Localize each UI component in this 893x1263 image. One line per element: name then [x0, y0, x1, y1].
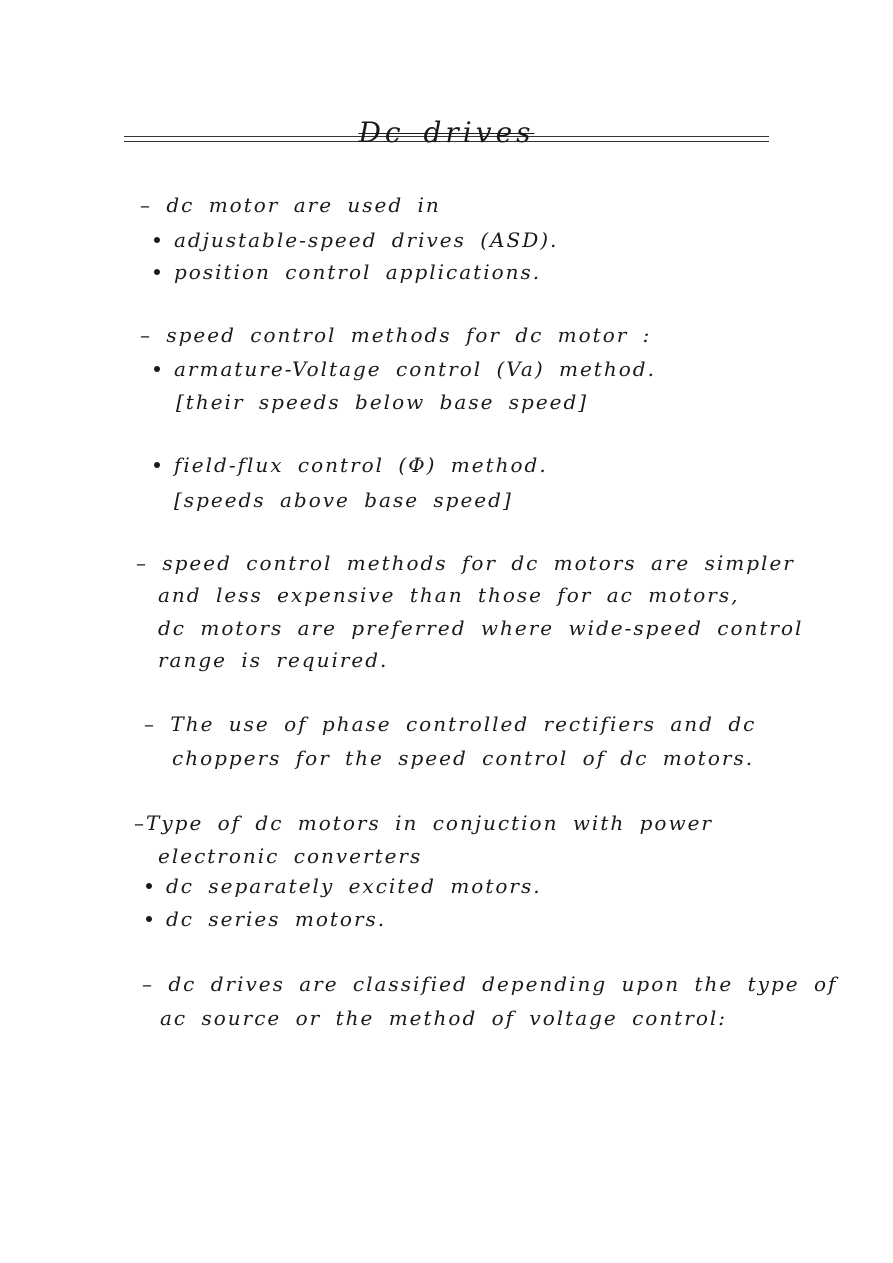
section-3-line-1: – speed control methods for dc motors are simpler [136, 551, 795, 575]
section-1-bullet-1: adjustable-speed drives (ASD). [154, 228, 558, 252]
section-2-heading: – speed control methods for dc motor : [140, 323, 652, 347]
section-5-line-1: –Type of dc motors in conjuction with power [134, 811, 713, 835]
section-2-bullet-1-note: [their speeds below base speed] [176, 390, 589, 414]
bullet-dot [154, 237, 160, 243]
section-4-line-2: choppers for the speed control of dc motors. [172, 746, 755, 770]
section-5-bullet-1: dc separately excited motors. [146, 874, 542, 898]
section-3-line-2: and less expensive than those for ac motors, [158, 583, 740, 607]
section-4-line-1: – The use of phase controlled rectifiers and dc [144, 712, 757, 736]
section-2-bullet-2-note: [speeds above base speed] [174, 488, 513, 512]
bullet-dot [154, 366, 160, 372]
page-title: Dc drives [358, 116, 535, 149]
section-5-bullet-2: dc series motors. [146, 907, 386, 931]
section-6-line-1: – dc drives are classified depending upon the type of [142, 972, 838, 996]
bullet-dot [146, 916, 152, 922]
section-1-heading: – dc motor are used in [140, 193, 441, 217]
section-2-bullet-2: field-flux control (Φ) method. [154, 453, 548, 477]
section-6-line-2: ac source or the method of voltage control: [160, 1006, 728, 1030]
section-5-line-2: electronic converters [158, 844, 423, 868]
bullet-dot [154, 269, 160, 275]
bullet-dot [154, 462, 160, 468]
bullet-dot [146, 883, 152, 889]
section-3-line-4: range is required. [158, 648, 389, 672]
section-1-bullet-2: position control applications. [154, 260, 541, 284]
section-3-line-3: dc motors are preferred where wide-speed control [158, 616, 804, 640]
section-2-bullet-1: armature-Voltage control (Va) method. [154, 357, 656, 381]
